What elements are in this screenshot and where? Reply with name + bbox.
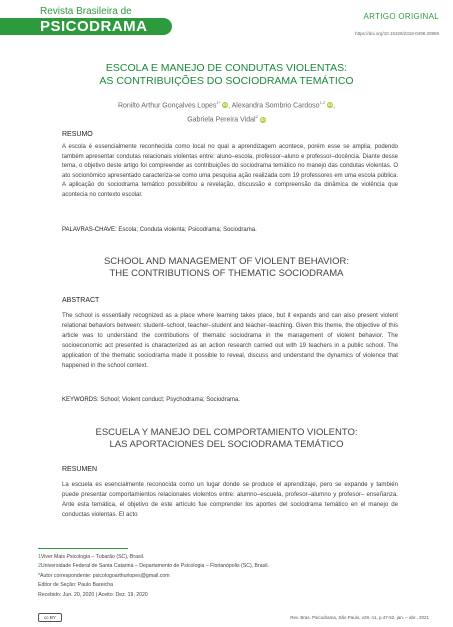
title-en-line-2: THE CONTRIBUTIONS OF THEMATIC SOCIODRAMA (109, 268, 344, 279)
orcid-icon[interactable]: iD (328, 102, 333, 108)
journal-logo (0, 6, 172, 36)
title-es-line-1: ESCUELA Y MANEJO DEL COMPORTAMIENTO VIOLENTO: (95, 427, 358, 438)
title-en-line-1: SCHOOL AND MANAGEMENT OF VIOLENT BEHAVIOR: (103, 256, 350, 267)
keywords-label: KEYWORDS: (62, 397, 99, 403)
orcid-icon[interactable]: iD (223, 102, 228, 108)
footnote-divider (38, 548, 128, 549)
resumen-text: La escuela es esencialmente reconocida como un lugar donde se produce el aprendizaje, pero se expande y también puede presentar comportamientos relacionales violentos entre: alumno–escuela, profesor–alumno y profesor– enseñanza. Ante esta temática, el objetivo de este artículo fue comprender los aportes del sociodrama temático en el manejo de conductas violentas. El acto (62, 481, 398, 518)
logo-journal-top: Revista Brasileira de (40, 6, 132, 17)
title-spanish (0, 427, 453, 451)
author-name: Gabriela Pereira Vidal (187, 116, 256, 124)
cc-license-icon[interactable]: cc BY (38, 613, 62, 622)
title-portuguese (0, 62, 453, 88)
author-affiliation: 1* (216, 100, 221, 105)
corresponding-email[interactable]: psicologoarthurlopes@gmail.com (91, 572, 170, 579)
title-es-line-2: LAS APORTACIONES DEL SOCIODRAMA TEMÁTICO (109, 439, 344, 450)
article-type: ARTIGO ORIGINAL (363, 12, 439, 21)
accepted-label: Aceito: (98, 591, 115, 598)
footnote-affiliation-2: Universidade Federal de Santa Catarina – Departamento de Psicologia – Florianópolis (SC), Brasil. (40, 563, 269, 570)
journal-header (0, 0, 453, 44)
footnotes (38, 553, 269, 600)
title-pt-line-1: ESCOLA E MANEJO DE CONDUTAS VIOLENTAS: (105, 62, 348, 74)
author-affiliation: 1,2 (319, 100, 326, 105)
footnote-number: 2 (38, 563, 41, 570)
palavras-chave (62, 227, 398, 233)
received-date: Jun. 20, 2020 | (61, 591, 99, 598)
received-label: Recebido: (38, 591, 62, 598)
author-affiliation: 2 (255, 114, 258, 120)
citation-line: Rev. Bras. Psicodrama, São Paulo, v29, n1, p.47-52, jan. – abr., 2021 (290, 615, 429, 620)
doi-link[interactable]: https://doi.org/10.15329/2318-0498.20959 (355, 31, 439, 36)
corresponding-label: *Autor correspondente: (38, 572, 92, 579)
footnote-number: 1 (38, 554, 41, 560)
keywords-label: PALAVRAS-CHAVE: (62, 227, 117, 233)
accepted-date: Dez. 19, 2020 (114, 591, 148, 598)
title-pt-line-2: AS CONTRIBUIÇÕES DO SOCIODRAMA TEMÁTICO (99, 75, 354, 87)
resumo-text: A escola é essencialmente reconhecida como local no qual a aprendizagem acontece, porém esse se amplia, podendo também apresentar condutas relacionais violentas entre: aluno–escola, professor–aluno e professor–docência. Diante desse tema, o objetivo deste artigo foi compreender as contribuições do sociodrama temático no manejo das condutas violentas. O ato socionômico apresentado caracteriza-se como uma pesquisa ação realizada com 19 professores em uma escola pública. A aplicação do sociodrama temático possibilitou a revelação, discussão e compreensão da dinâmica de violência que acontecia no contexto escolar. (62, 144, 398, 198)
keywords-text: Escola; Conduta violenta; Psicodrama; Sociodrama. (116, 227, 257, 233)
editor-label: Editor de Seção: (38, 582, 77, 589)
author-name: Alexandra Sombrio Cardoso (231, 102, 320, 110)
footnote-affiliation-1: Viver Mais Psicologia – Tubarão (SC), Brasil. (40, 554, 145, 560)
keywords (62, 397, 398, 403)
author-list: Ronilto Arthur Gonçalves Lopes$^{1*}$ iD, Alexandra Sombrio Cardoso$^{1,2}$ iD, Gabriela Pereira Vidal$^2$ iD (117, 100, 336, 124)
abstract-heading: ABSTRACT (62, 297, 100, 304)
title-english (0, 256, 453, 280)
orcid-icon[interactable]: iD (260, 116, 265, 122)
resumo-heading: RESUMO (62, 131, 93, 138)
abstract-text: The school is essentially recognized as a place where learning takes place, but it expands and can also present violent relational behaviors between: student–school, teacher–student and teacher–teaching. Given this theme, the objective of this article was to understand the contributions of thematic sociodrama in the management of violent behavior. The socioeconomic act presented is characterized as an action research carried out with 19 teachers in a public school. The application of the thematic sociodrama made it possible to reveal, discuss and understand the dynamics of violence that happened in the school context. (62, 312, 398, 369)
keywords-text: School; Violent conduct; Psychodrama; Sociodrama. (98, 397, 240, 403)
page-footer (0, 609, 453, 627)
logo-journal-word: PSICODRAMA (40, 18, 148, 35)
resumen-heading: RESUMEN (62, 466, 98, 473)
editor-name: Paulo Bareicha (76, 582, 113, 589)
author-name: Ronilto Arthur Gonçalves Lopes (117, 102, 217, 110)
